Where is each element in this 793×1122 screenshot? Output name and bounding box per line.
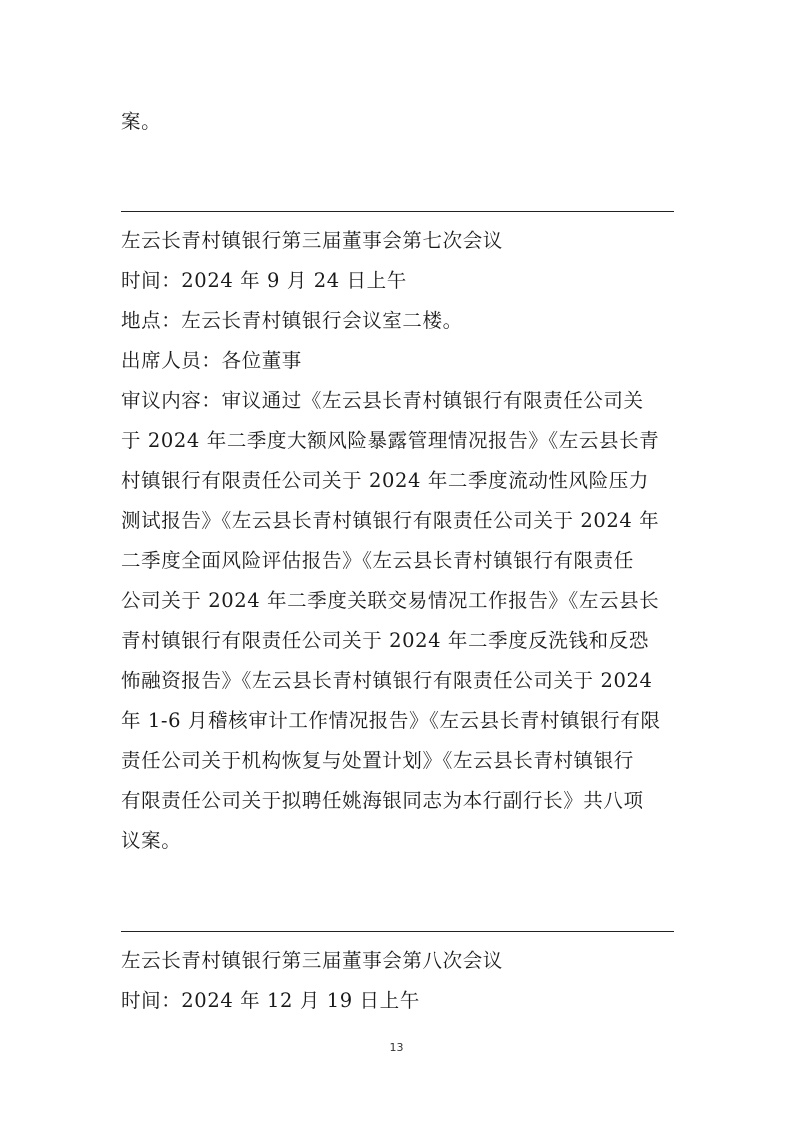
meeting8-time: 时间：2024 年 12 月 19 日上午 [121,989,420,1012]
section-divider [121,211,674,212]
meeting7-content-line: 测试报告》《左云县长青村镇银行有限责任公司关于 2024 年 [121,509,660,532]
meeting7-title: 左云长青村镇银行第三届董事会第七次会议 [121,229,503,252]
meeting7-content-line: 年 1-6 月稽核审计工作情况报告》《左云县长青村镇银行有限 [121,709,661,732]
meeting7-content-line: 审议内容：审议通过《左云县长青村镇银行有限责任公司关 [121,389,644,412]
meeting7-content-line: 村镇银行有限责任公司关于 2024 年二季度流动性风险压力 [121,469,649,492]
section-divider [121,931,674,932]
page-number: 13 [389,1041,404,1054]
meeting7-attendees: 出席人员：各位董事 [121,349,302,372]
meeting7-content-line: 议案。 [121,829,182,852]
meeting7-location: 地点：左云长青村镇银行会议室二楼。 [121,309,463,332]
meeting7-content-line: 于 2024 年二季度大额风险暴露管理情况报告》《左云县长青 [121,429,660,452]
meeting7-content-line: 责任公司关于机构恢复与处置计划》《左云县长青村镇银行 [121,749,634,772]
continuation-text: 案。 [121,110,162,133]
meeting7-time: 时间：2024 年 9 月 24 日上午 [121,269,407,292]
meeting7-content-line: 怖融资报告》《左云县长青村镇银行有限责任公司关于 2024 [121,669,653,692]
meeting7-content-line: 二季度全面风险评估报告》《左云县长青村镇银行有限责任 [121,549,634,572]
meeting7-content-line: 有限责任公司关于拟聘任姚海银同志为本行副行长》共八项 [121,789,644,812]
meeting7-content-line: 公司关于 2024 年二季度关联交易情况工作报告》《左云县长 [121,589,660,612]
meeting8-title: 左云长青村镇银行第三届董事会第八次会议 [121,949,503,972]
meeting7-content-line: 青村镇银行有限责任公司关于 2024 年二季度反洗钱和反恐 [121,629,649,652]
